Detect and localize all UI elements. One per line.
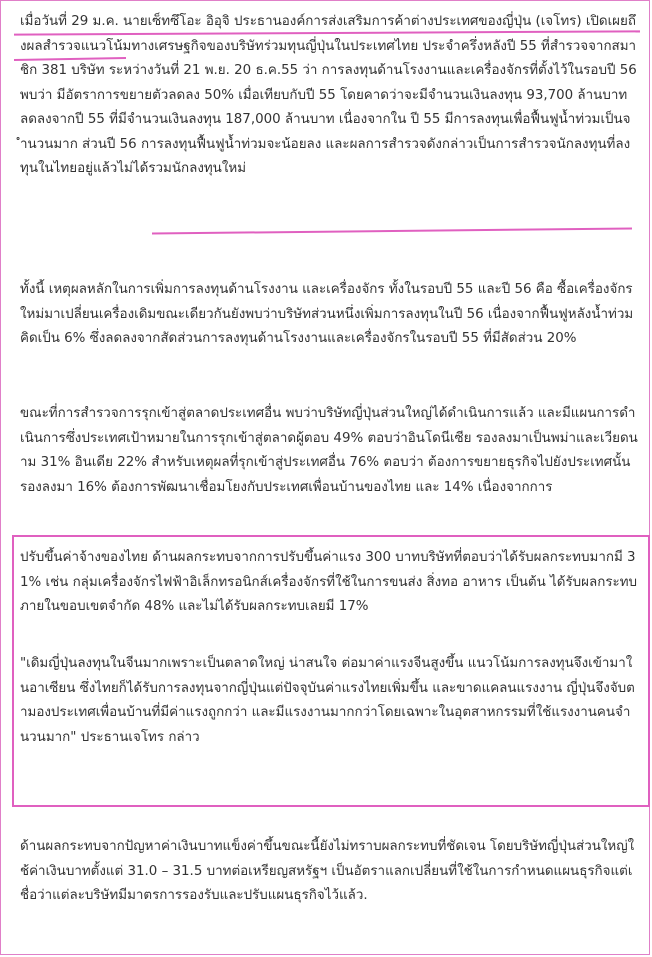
paragraph-5-quote: "เดิมญี่ปุ่นลงทุนในจีนมากเพราะเป็นตลาดใหญ่ น่าสนใจ ต่อมาค่าแรงจีนสูงขึ้น แนวโน้มการลงทุนจึงเข้ามาในอาเซียน ซึ่งไทยก็ได้รับการลงทุนจากญี่ปุ่นแต่ปัจจุบันค่าแรงไทยเพิ่มขึ้น และขาดแคลนแรงงาน ญี่ปุ่นจึงจับตามองประเทศเพื่อนบ้านที่มีค่าแรงถูกกว่า และมีแรงงานมากกว่าโดยเฉพาะในอุตสาหกรรมที่ใช้แรงงานคนจำนวนมาก" ประธานเจโทร กล่าว bbox=[20, 656, 635, 745]
paragraph-4: ปรับขึ้นค่าจ้างของไทย ด้านผลกระทบจากการปรับขึ้นค่าแรง 300 บาทบริษัทที่ตอบว่าได้รับผลกระทบมากมี 31% เช่น กลุ่มเครื่องจักรไฟฟ้าอิเล็กทรอนิกส์เครื่องจักรที่ใช้ในการขนส่ง สิ่งทอ อาหาร เป็นต้น ได้รับผลกระทบภายในขอบเขตจำกัด 48% และไม่ได้รับผลกระทบเลยมี 17% bbox=[20, 550, 638, 614]
paragraph-3: ขณะที่การสำรวจการรุกเข้าสู่ตลาดประเทศอื่น พบว่าบริษัทญี่ปุ่นส่วนใหญ่ได้ดำเนินการแล้ว และมีแผนการดำเนินการซึ่งประเทศเป้าหมายในการรุกเข้าสู่ตลาดผู้ตอบ 49% ตอบว่าอินโดนีเซีย รองลงมาเป็นพม่าและเวียดนาม 31% อินเดีย 22% สำหรับเหตุผลที่รุกเข้าสู่ประเทศอื่น 76% ตอบว่า ต้องการขยายธุรกิจไปยังประเทศนั้น รองลงมา 16% ต้องการพัฒนาเชื่อมโยงกับประเทศเพื่อนบ้านของไทย และ 14% เนื่องจากการ bbox=[20, 406, 638, 495]
paragraph-6: ด้านผลกระทบจากปัญหาค่าเงินบาทแข็งค่าขึ้นขณะนี้ยังไม่ทราบผลกระทบที่ชัดเจน โดยบริษัทญี่ปุ่นส่วนใหญ่ใช้ค่าเงินบาทตั้งแต่ 31.0 – 31.5 บาทต่อเหรียญสหรัฐฯ เป็นอัตราแลกเปลี่ยนที่ใช้ในการกำหนดแผนธุรกิจแต่เชื่อว่าแต่ละบริษัทมีมาตรการรองรับและปรับแผนธุรกิจไว้แล้ว. bbox=[20, 839, 635, 903]
paragraph-2: ทั้งนี้ เหตุผลหลักในการเพิ่มการลงทุนด้านโรงงาน และเครื่องจักร ทั้งในรอบปี 55 และปี 56 คือ ซื้อเครื่องจักรใหม่มาเปลี่ยนเครื่องเดิมขณะเดียวกันยังพบว่าบริษัทส่วนหนึ่งเพิ่มการลงทุนในปี 56 เนื่องจากฟื้นฟูหลังน้ำท่วม คิดเป็น 6% ซึ่งลดลงจากสัดส่วนการลงทุนด้านโรงงานและเครื่องจักรในรอบปี 55 ที่มีสัดส่วน 20% bbox=[20, 282, 634, 346]
paragraph-1: เมื่อวันที่ 29 ม.ค. นายเซ็ทซึโอะ อิอุจิ ประธานองค์การส่งเสริมการค้าต่างประเทศของญี่ปุ่น (เจโทร) เปิดเผยถึงผลสำรวจแนวโน้มทางเศรษฐกิจของบริษัทร่วมทุนญี่ปุ่นในประเทศไทย ประจำครึ่งหลังปี 55 ที่สำรวจจากสมาชิก 381 บริษัท ระหว่างวันที่ 21 พ.ย. 20 ธ.ค.55 ว่า การลงทุนด้านโรงงานและเครื่องจักรที่ตั้งไว้ในรอบปี 56 พบว่า มีอัตราการขยายตัวลดลง 50% เมื่อเทียบกับปี 55 โดยคาดว่าจะมีจำนวนเงินลงทุน 93,700 ล้านบาท ลดลงจากปี 55 ที่มีจำนวนเงินลงทุน 187,000 ล้านบาท เนื่องจากใน ปี 55 มีการลงทุนเพื่อฟื้นฟูน้ำท่วมเป็นจำนวนมาก ส่วนปี 56 การลงทุนฟื้นฟูน้ำท่วมจะน้อยลง และผลการสำรวจดังกล่าวเป็นการสำรวจนักลงทุนที่ลงทุนในไทยอยู่แล้วไม่ได้รวมนักลงทุนใหม่ bbox=[20, 14, 637, 176]
